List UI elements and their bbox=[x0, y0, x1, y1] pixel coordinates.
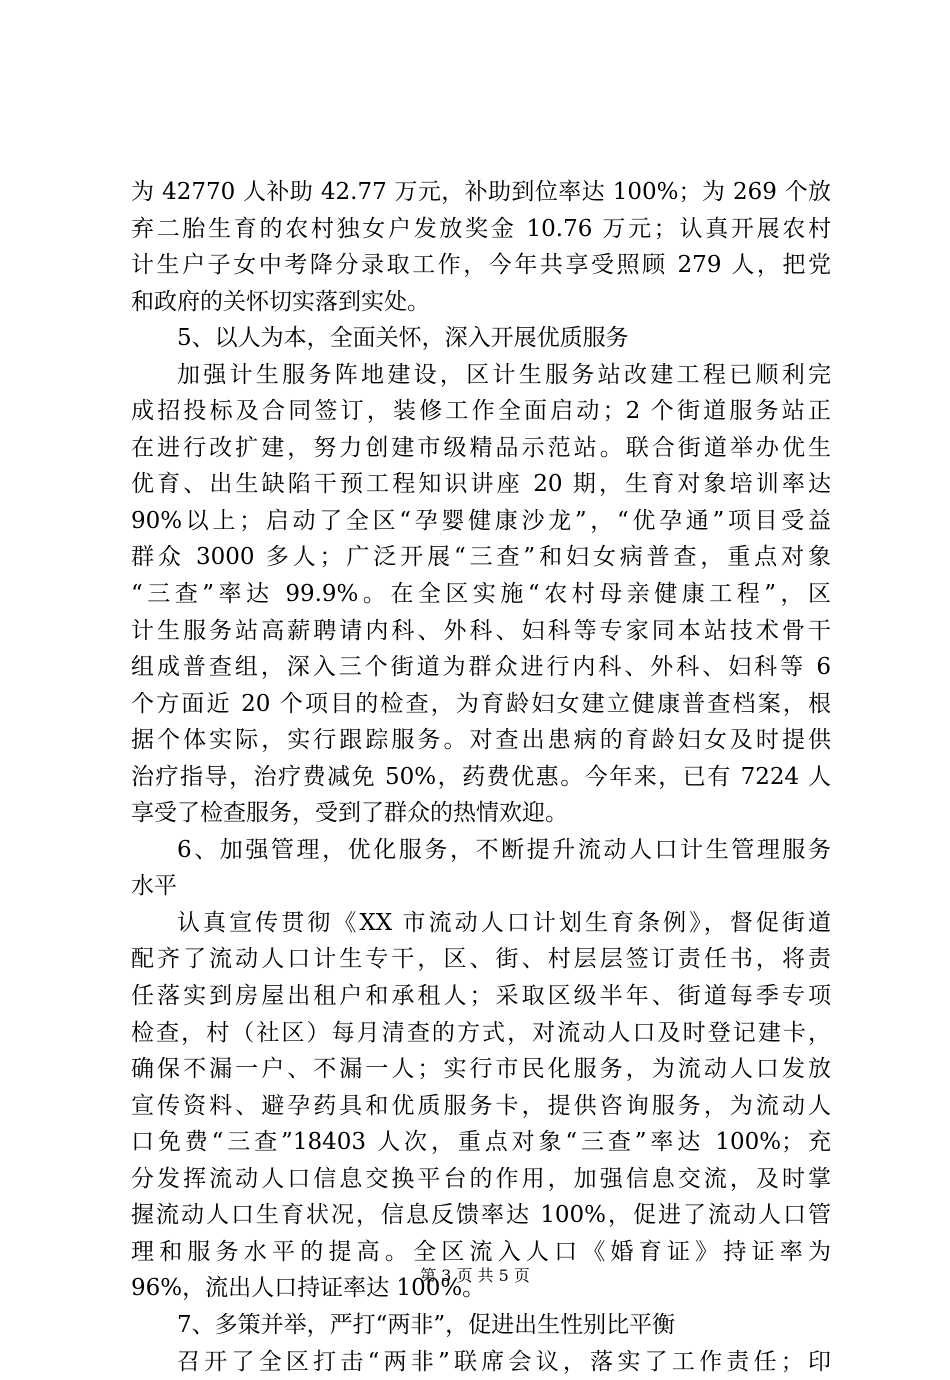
text-line: 7、多策并举，严打“两非”，促进出生性别比平衡 bbox=[131, 1307, 831, 1344]
text-line: 弃二胎生育的农村独女户发放奖金 10.76 万元；认真开展农村 bbox=[131, 211, 831, 248]
text-line: “三查”率达 99.9%。在全区实施“农村母亲健康工程”，区 bbox=[131, 576, 831, 613]
text-line: 6、加强管理，优化服务，不断提升流动人口计生管理服务 bbox=[131, 832, 831, 869]
text-line: 计生户子女中考降分录取工作，今年共享受照顾 279 人，把党 bbox=[131, 247, 831, 284]
text-line: 任落实到房屋出租户和承租人；采取区级半年、街道每季专项 bbox=[131, 978, 831, 1015]
text-line: 认真宣传贯彻《XX 市流动人口计划生育条例》，督促街道 bbox=[131, 905, 831, 942]
text-line: 据个体实际，实行跟踪服务。对查出患病的育龄妇女及时提供 bbox=[131, 722, 831, 759]
page-footer: 第 3 页 共 5 页 bbox=[0, 1266, 950, 1286]
text-line: 宣传资料、避孕药具和优质服务卡，提供咨询服务，为流动人 bbox=[131, 1088, 831, 1125]
text-line: 5、以人为本，全面关怀，深入开展优质服务 bbox=[131, 320, 831, 357]
text-line: 成招投标及合同签订，装修工作全面启动；2 个街道服务站正 bbox=[131, 393, 831, 430]
text-line: 组成普查组，深入三个街道为群众进行内科、外科、妇科等 6 bbox=[131, 649, 831, 686]
text-line: 检查，村（社区）每月清查的方式，对流动人口及时登记建卡， bbox=[131, 1015, 831, 1052]
text-line: 和政府的关怀切实落到实处。 bbox=[131, 284, 831, 321]
text-line: 群众 3000 多人；广泛开展“三查”和妇女病普查，重点对象 bbox=[131, 539, 831, 576]
text-line: 配齐了流动人口计生专干，区、街、村层层签订责任书，将责 bbox=[131, 941, 831, 978]
text-line: 口免费“三查”18403 人次，重点对象“三查”率达 100%；充 bbox=[131, 1124, 831, 1161]
text-line: 分发挥流动人口信息交换平台的作用，加强信息交流，及时掌 bbox=[131, 1161, 831, 1198]
text-line: 召开了全区打击“两非”联席会议，落实了工作责任；印 bbox=[131, 1344, 831, 1380]
text-line: 水平 bbox=[131, 868, 831, 905]
text-line: 理和服务水平的提高。全区流入人口《婚育证》持证率为 bbox=[131, 1234, 831, 1271]
text-line: 加强计生服务阵地建设，区计生服务站改建工程已顺利完 bbox=[131, 357, 831, 394]
text-line: 计生服务站高薪聘请内科、外科、妇科等专家同本站技术骨干 bbox=[131, 613, 831, 650]
text-line: 确保不漏一户、不漏一人；实行市民化服务，为流动人口发放 bbox=[131, 1051, 831, 1088]
text-line: 优育、出生缺陷干预工程知识讲座 20 期，生育对象培训率达 bbox=[131, 466, 831, 503]
text-line: 96%，流出人口持证率达 100%。 bbox=[131, 1270, 831, 1307]
text-line: 为 42770 人补助 42.77 万元，补助到位率达 100%；为 269 个放 bbox=[131, 174, 831, 211]
text-line: 个方面近 20 个项目的检查，为育龄妇女建立健康普查档案，根 bbox=[131, 686, 831, 723]
text-line: 治疗指导，治疗费减免 50%，药费优惠。今年来，已有 7224 人 bbox=[131, 759, 831, 796]
text-line: 握流动人口生育状况，信息反馈率达 100%，促进了流动人口管 bbox=[131, 1197, 831, 1234]
text-line: 在进行改扩建，努力创建市级精品示范站。联合街道举办优生 bbox=[131, 430, 831, 467]
text-line: 享受了检查服务，受到了群众的热情欢迎。 bbox=[131, 795, 831, 832]
document-body bbox=[131, 174, 831, 1380]
text-line: 90%以上；启动了全区“孕婴健康沙龙”，“优孕通”项目受益 bbox=[131, 503, 831, 540]
